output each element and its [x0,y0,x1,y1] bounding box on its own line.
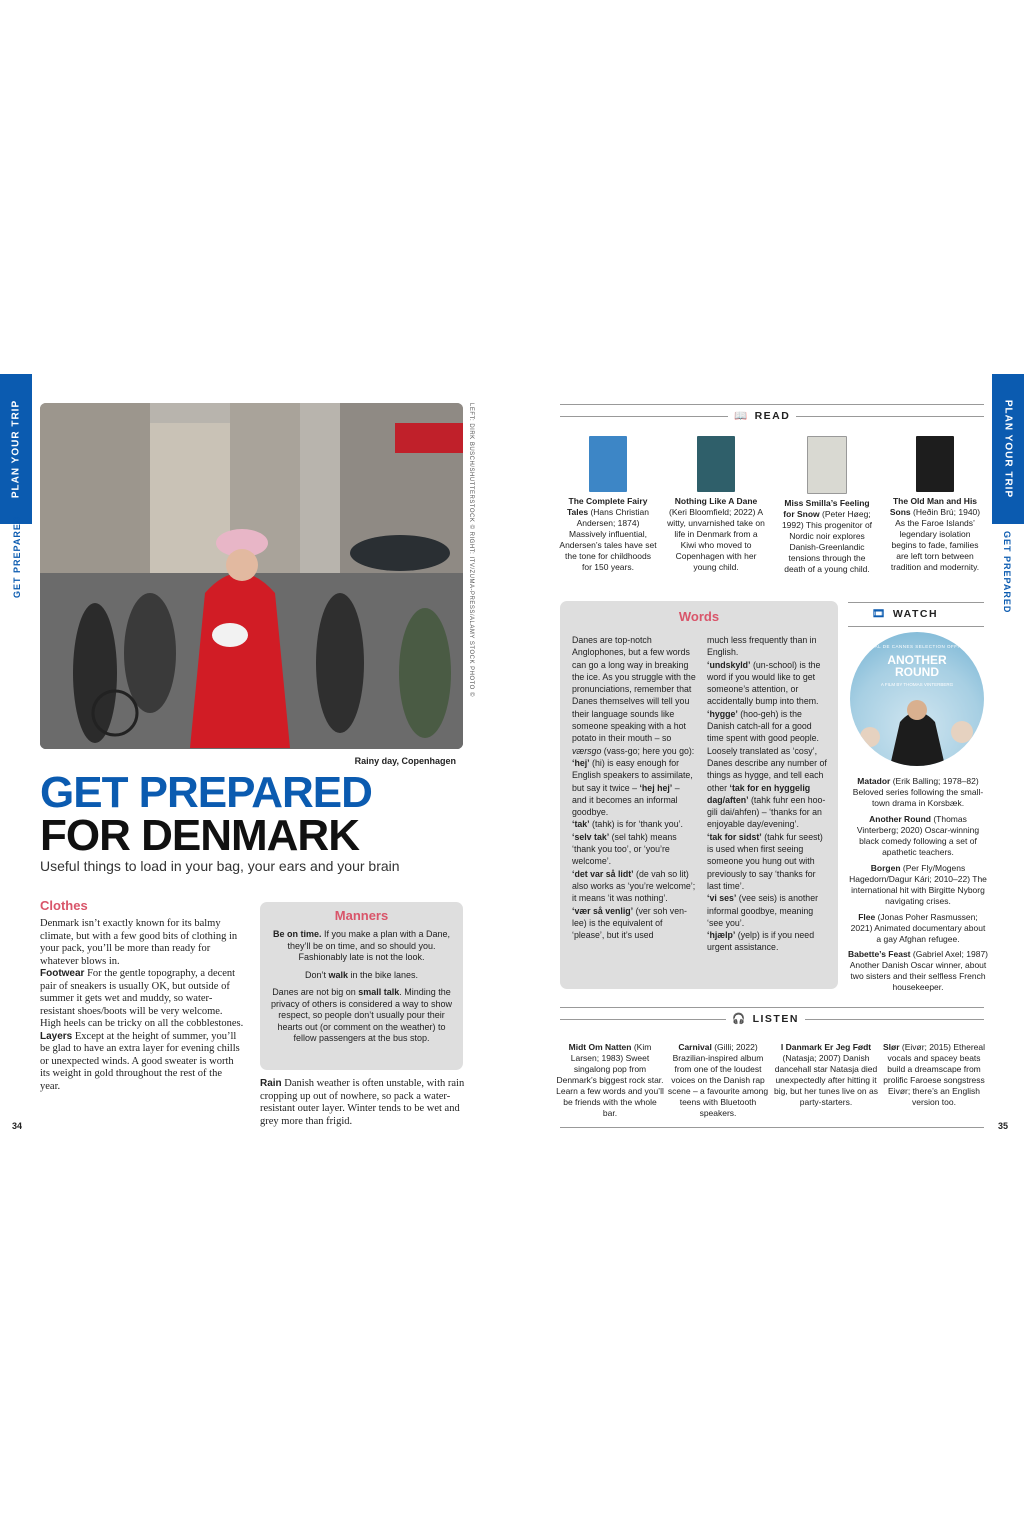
read-section-title: 📖 READ [728,409,796,422]
manners-heading: Manners [334,908,389,923]
photo-credit: LEFT: DIRK BUSCH/SHUTTERSTOCK © RIGHT: ITV/ZUMA-PRESS/ALAMY STOCK PHOTO © [468,403,474,697]
movie-poster: FESTIVAL DE CANNES SELECTION OFFICIELLE ANOTHER ROUND A FILM BY THOMAS VINTERBERG [850,632,984,766]
photo-caption: Rainy day, Copenhagen [354,756,456,766]
page-title-line1: GET PREPARED [40,768,372,817]
left-side-tab-label: PLAN YOUR TRIP [10,399,22,499]
layers-text: Except at the height of summer, you’ll be glad to have an extra layer for evening chills or unexpected winds. A good sweater is worth its weight in gold throughout the rest of the year. [40,1030,240,1092]
page-number-right: 35 [998,1121,1009,1131]
headphones-icon: 🎧 [732,1013,747,1025]
read-top-rule [560,404,984,405]
book-cover [807,436,847,494]
book-icon: 📖 [734,410,749,422]
book-title: The Complete Fairy Tales [566,496,648,517]
words-box [560,601,838,989]
watch-item: Babette’s Feast (Gabriel Axel; 1987) Another Danish Oscar winner, about two sisters and their selfless French housekeeper. [848,949,988,992]
clothes-heading: Clothes [40,898,88,913]
right-side-tab [992,374,1024,524]
book-item [559,436,657,573]
book-cover [589,436,627,492]
book-item [886,436,984,573]
book-title: The Old Man and His Sons [889,496,978,517]
rain-label: Rain [260,1078,282,1089]
manners-p2: Don’t walk in the bike lanes. [304,969,419,980]
listen-item: I Danmark Er Jeg Født (Natasja; 2007) Danish dancehall star Natasja died unexpectedly after hitting it big, but her tunes live on as party-starters. [774,1042,878,1107]
watch-bottom-rule [848,626,984,627]
watch-item: Borgen (Per Fly/Mogens Hagedorn/Dagur Kári; 2010–22) The international hit with Birgitte Nyborg navigating crises. [849,863,987,906]
manners-p1: Be on time. If you make a plan with a Dane, they’ll be on time, and so should you. Fashionably late is not the look. [272,929,451,962]
page-number-left: 34 [12,1121,23,1131]
clothes-body [40,918,244,1093]
left-side-subtitle: GET PREPARED [12,515,22,598]
words-col1: Danes are top-notch Anglophones, but a few words can go a long way in breaking the ice. As you struggle with the pronunciations, remember that Danes themselves will tell you their language sounds like someone speaking with a hot potato in their mouth – so værsgo (vass-go; here you go): ‘hej’ (hi) is easy enough for English speakers to assimilate, but say it twice – ‘hej hej’ – and it becomes an informal goodbye. ‘tak’ (tahk) is for ‘thank you’. ‘selv tak’ (sel tahk) means ‘thank you too’, or ‘you’re welcome’. ‘det var så lidt’ (de vah so lit) also works as ‘you’re welcome’; it means ‘it was nothing’. ‘vær så venlig’ (ver soh ven-lee) is the equivalent of ‘please’, but it’s used [572,635,696,941]
words-col2: much less frequently than in English. ‘undskyld’ (un-school) is the word if you would like to get someone’s attention, or accidentally bump into them. ‘hygge’ (hoo-geh) is the Danish catch-all for a good time spent with good people. Loosely translated as ‘cosy’, Danes describe any number of things as hygge, and tell each other ‘tak for en hyggelig dag/aften’ (tahk fuhr een hoo-gili dai/ahfen) – ‘thanks for an enjoyable day/evening’. ‘tak for sidst’ (tahk fur seest) is used when first seeing someone you hung out with previously to say ‘thanks for last time’. ‘vi ses’ (vee seis) is another informal goodbye, meaning ‘see you’. ‘hjælp’ (yelp) is if you need urgent assistance. [707,635,827,953]
clothes-intro: Denmark isn’t exactly known for its balmy climate, but with a few good bits of clothing in your pack, you’ll be more than ready for whatever blows in. [40,918,238,967]
footwear-text: For the gentle topography, a decent pair of sneakers is usually OK, but outside of summer it gets wet and muddy, so water-resistant shoes/boots will be very welcome. High heels can be tricky on all the cobblestones. [40,968,244,1029]
poster-figure [850,632,984,766]
manners-box [260,902,463,1070]
watch-item: Flee (Jonas Poher Rasmussen; 2021) Animated documentary about a gay Afghan refugee. [850,912,986,944]
book-item [667,436,765,573]
page-subtitle: Useful things to load in your bag, your ears and your brain [40,858,400,874]
manners-p3: Danes are not big on small talk. Minding the privacy of others is considered a way to show respect, so people don’t usually pour their hearts out (or comment on the weather) to fellow passengers at the bus stop. [270,987,453,1043]
left-side-tab [0,374,32,524]
rain-text: Danish weather is often unstable, with rain cropping up out of nowhere, so pack a water-resistant outer layer. Winter tends to be wet and grey more than frigid. [260,1078,465,1127]
words-heading: Words [678,609,720,624]
listen-item: Midt Om Natten (Kim Larsen; 1983) Sweet singalong pop from Denmark’s biggest rock star. Learn a few words and you’ll be friends with the whole bar. [556,1042,664,1118]
book-cover [916,436,954,492]
watch-top-rule [848,602,984,603]
layers-label: Layers [40,1030,73,1042]
book-desc: (Peter Høeg; 1992) This progenitor of Nordic noir explores Danish-Greenlandic tensions through the death of a young child. [781,509,873,574]
watch-item: Another Round (Thomas Vinterberg; 2020) Oscar-winning black comedy following a set of apathetic teachers. [856,814,980,857]
book-desc: (Keri Bloomfield; 2022) A witty, unvarnished take on life in Denmark from a Kiwi who moved to Copenhagen with her young child. [667,507,765,572]
right-side-subtitle: GET PREPARED [1002,531,1012,614]
book-cover [697,436,735,492]
book-title: Miss Smilla’s Feeling for Snow [783,498,870,519]
watch-item: Matador (Erik Balling; 1978–82) Beloved series following the small-town drama in Korsbæk. [852,776,984,808]
book-item [778,436,876,575]
right-side-tab-label: PLAN YOUR TRIP [1002,399,1014,499]
book-desc: (Heðin Brú; 1940) As the Faroe Islands’ legendary isolation begins to fade, families are left torn between tradition and modernity. [890,507,981,572]
clothes-section [40,898,244,1093]
rain-paragraph [260,1078,466,1128]
watch-section-title: 🎞 WATCH [872,608,939,620]
book-title: Nothing Like A Dane [674,496,758,506]
listen-top-rule [560,1007,984,1008]
page-title-line2: FOR DENMARK [40,811,359,860]
book-desc: (Hans Christian Andersen; 1874) Massively influential, Andersen’s tales have set the tone for childhoods for 150 years. [559,507,657,572]
footwear-label: Footwear [40,968,85,979]
film-icon: 🎞 [872,608,887,620]
hero-photo [40,403,463,749]
listen-section-title: 🎧 LISTEN [726,1012,805,1025]
listen-item: Carnival (Gilli; 2022) Brazilian-inspired album from one of the loudest voices on the Danish rap scene – a favourite among teens with Bluetooth speakers. [667,1042,769,1118]
listen-bottom-rule [560,1127,984,1128]
rainy-street-illustration [40,403,463,749]
listen-item: Slør (Eivør; 2015) Ethereal vocals and spacey beats build a dreamscape from prolific Faroese songstress Eivør; there’s an English version too. [882,1042,986,1107]
